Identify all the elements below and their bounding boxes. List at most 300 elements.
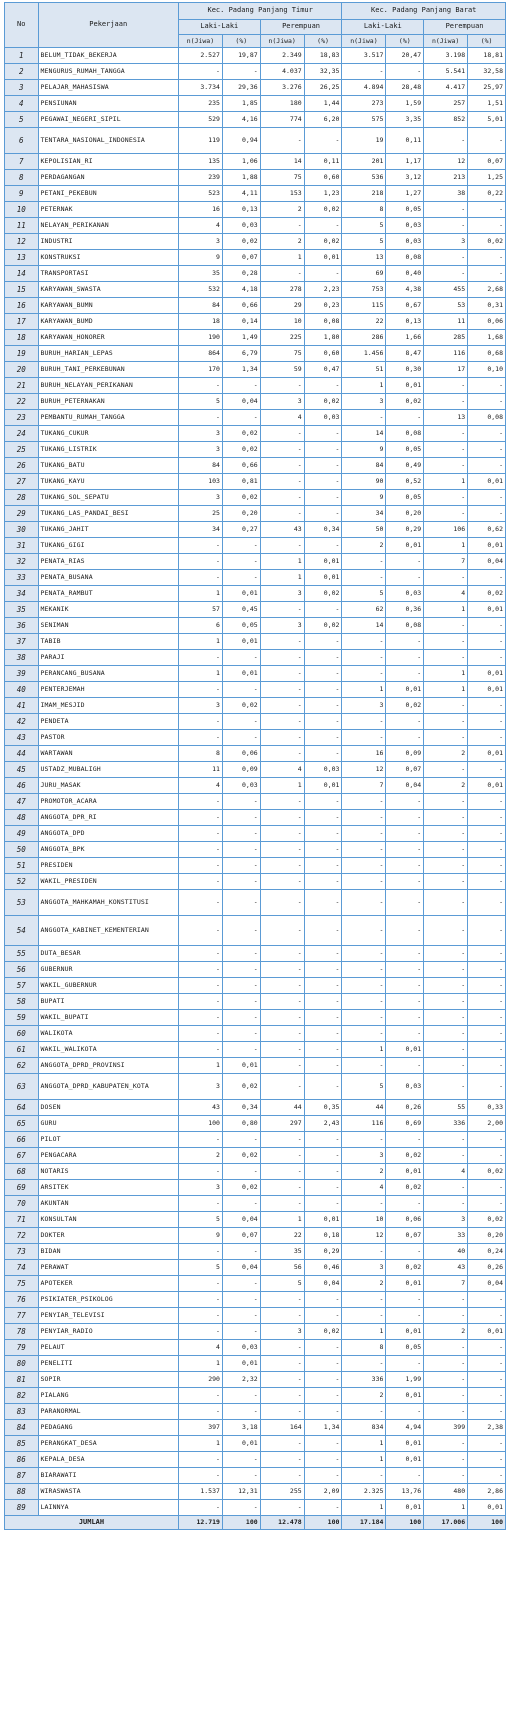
percent-cell: 0,02	[304, 586, 342, 602]
count-cell: 16	[342, 746, 386, 762]
percent-cell: -	[222, 874, 260, 890]
job-name: TUKANG_SOL_SEPATU	[38, 490, 178, 506]
percent-cell: -	[304, 1468, 342, 1484]
percent-cell: -	[468, 1404, 506, 1420]
percent-cell: 2,38	[468, 1420, 506, 1436]
count-cell: 135	[178, 154, 222, 170]
count-cell: -	[178, 64, 222, 80]
table-row	[5, 682, 506, 698]
total-cell: 100	[468, 1516, 506, 1530]
percent-cell: 0,02	[386, 394, 424, 410]
count-cell: -	[260, 1196, 304, 1212]
percent-cell: 0,24	[468, 1244, 506, 1260]
table-header	[5, 3, 506, 48]
percent-cell: 0,02	[304, 394, 342, 410]
count-cell: -	[342, 1308, 386, 1324]
table-row	[5, 80, 506, 96]
count-cell: 62	[342, 602, 386, 618]
percent-cell: 2,00	[468, 1116, 506, 1132]
count-cell: 532	[178, 282, 222, 298]
percent-cell: 0,13	[386, 314, 424, 330]
percent-cell: -	[468, 1372, 506, 1388]
count-cell: -	[260, 946, 304, 962]
count-cell: 43	[424, 1260, 468, 1276]
count-cell: 4	[342, 1180, 386, 1196]
percent-cell: -	[304, 650, 342, 666]
job-name: DOSEN	[38, 1100, 178, 1116]
count-cell: -	[178, 890, 222, 916]
count-cell: 3.517	[342, 48, 386, 64]
count-cell: 190	[178, 330, 222, 346]
count-cell: 399	[424, 1420, 468, 1436]
row-number: 9	[5, 186, 39, 202]
count-cell: -	[178, 1452, 222, 1468]
percent-cell: -	[386, 554, 424, 570]
count-cell: 44	[260, 1100, 304, 1116]
count-cell: 5	[178, 1260, 222, 1276]
job-name: ANGGOTA_MAHKAMAH_KONSTITUSI	[38, 890, 178, 916]
count-cell: -	[260, 634, 304, 650]
table-row	[5, 112, 506, 128]
count-cell: -	[424, 378, 468, 394]
percent-cell: -	[304, 826, 342, 842]
count-cell: 480	[424, 1484, 468, 1500]
percent-cell: 0,01	[222, 1356, 260, 1372]
percent-cell: 2,32	[222, 1372, 260, 1388]
job-name: BURUH_PETERNAKAN	[38, 394, 178, 410]
count-cell: 864	[178, 346, 222, 362]
percent-cell: -	[304, 1132, 342, 1148]
percent-cell: -	[304, 1058, 342, 1074]
count-cell: 57	[178, 602, 222, 618]
job-name: ANGGOTA_DPRD_KABUPATEN_KOTA	[38, 1074, 178, 1100]
count-cell: 10	[342, 1212, 386, 1228]
row-number: 32	[5, 554, 39, 570]
count-cell: 5	[178, 1212, 222, 1228]
count-cell: -	[424, 858, 468, 874]
percent-cell: 0,60	[304, 170, 342, 186]
table-row	[5, 1100, 506, 1116]
job-name: PENATA_RIAS	[38, 554, 178, 570]
percent-cell: -	[386, 730, 424, 746]
count-cell: 2	[424, 1324, 468, 1340]
table-row	[5, 666, 506, 682]
count-cell: -	[424, 794, 468, 810]
count-cell: -	[342, 1026, 386, 1042]
percent-cell: -	[468, 1074, 506, 1100]
count-cell: 1	[342, 1452, 386, 1468]
count-cell: -	[260, 1148, 304, 1164]
percent-cell: -	[304, 1308, 342, 1324]
percent-cell: -	[222, 1468, 260, 1484]
percent-cell: -	[222, 858, 260, 874]
percent-cell: -	[468, 858, 506, 874]
percent-cell: 0,01	[386, 1042, 424, 1058]
count-cell: -	[260, 666, 304, 682]
count-cell: -	[260, 1388, 304, 1404]
count-cell: 40	[424, 1244, 468, 1260]
count-cell: 4	[178, 778, 222, 794]
percent-cell: 1,85	[222, 96, 260, 112]
count-cell: 5	[178, 394, 222, 410]
count-cell: -	[260, 1026, 304, 1042]
percent-cell: -	[222, 1404, 260, 1420]
count-cell: 35	[178, 266, 222, 282]
percent-cell: -	[304, 714, 342, 730]
count-cell: 257	[424, 96, 468, 112]
count-cell: 2	[260, 234, 304, 250]
percent-cell: -	[468, 730, 506, 746]
percent-cell: -	[304, 746, 342, 762]
count-cell: -	[178, 682, 222, 698]
percent-cell: -	[304, 218, 342, 234]
count-cell: -	[178, 874, 222, 890]
percent-cell: -	[222, 1164, 260, 1180]
percent-cell: -	[468, 1058, 506, 1074]
job-name: PARANORMAL	[38, 1404, 178, 1420]
count-cell: 3	[260, 618, 304, 634]
count-cell: 4	[178, 218, 222, 234]
percent-cell: 0,36	[386, 602, 424, 618]
percent-cell: 0,22	[468, 186, 506, 202]
percent-cell: 0,29	[386, 522, 424, 538]
count-cell: 2	[260, 202, 304, 218]
table-row	[5, 634, 506, 650]
percent-cell: 0,08	[304, 314, 342, 330]
count-cell: 3.734	[178, 80, 222, 96]
row-number: 37	[5, 634, 39, 650]
percent-cell: 0,01	[222, 1436, 260, 1452]
percent-cell: 0,04	[222, 1260, 260, 1276]
count-cell: 12	[342, 1228, 386, 1244]
job-name: KONSTRUKSI	[38, 250, 178, 266]
percent-cell: -	[222, 794, 260, 810]
percent-cell: -	[222, 64, 260, 80]
total-label: JUMLAH	[5, 1516, 179, 1530]
job-name: WAKIL_PRESIDEN	[38, 874, 178, 890]
header-job: Pekerjaan	[38, 3, 178, 48]
count-cell: 852	[424, 112, 468, 128]
job-name: TUKANG_CUKUR	[38, 426, 178, 442]
percent-cell: -	[304, 890, 342, 916]
count-cell: -	[178, 1042, 222, 1058]
percent-cell: -	[222, 810, 260, 826]
percent-cell: -	[468, 1042, 506, 1058]
row-number: 31	[5, 538, 39, 554]
job-name: KONSULTAN	[38, 1212, 178, 1228]
percent-cell: 0,81	[222, 474, 260, 490]
percent-cell: -	[222, 978, 260, 994]
header-pct-unit: (%)	[304, 35, 342, 48]
row-number: 57	[5, 978, 39, 994]
job-name: BURUH_NELAYAN_PERIKANAN	[38, 378, 178, 394]
table-row	[5, 698, 506, 714]
job-name: WALIKOTA	[38, 1026, 178, 1042]
count-cell: -	[260, 1436, 304, 1452]
percent-cell: 0,08	[386, 250, 424, 266]
count-cell: 774	[260, 112, 304, 128]
percent-cell: -	[468, 1026, 506, 1042]
table-row	[5, 1196, 506, 1212]
count-cell: 290	[178, 1372, 222, 1388]
percent-cell: -	[468, 618, 506, 634]
percent-cell: 0,49	[386, 458, 424, 474]
count-cell: 2	[424, 746, 468, 762]
percent-cell: 4,11	[222, 186, 260, 202]
count-cell: 1	[424, 474, 468, 490]
row-number: 87	[5, 1468, 39, 1484]
percent-cell: 0,01	[386, 1452, 424, 1468]
count-cell: 5	[342, 586, 386, 602]
percent-cell: -	[222, 1196, 260, 1212]
table-row	[5, 48, 506, 64]
count-cell: 8	[342, 202, 386, 218]
count-cell: 1	[260, 250, 304, 266]
percent-cell: 0,14	[222, 314, 260, 330]
table-row	[5, 1420, 506, 1436]
table-row	[5, 314, 506, 330]
percent-cell: 0,46	[304, 1260, 342, 1276]
percent-cell: -	[468, 762, 506, 778]
percent-cell: -	[222, 916, 260, 946]
row-number: 86	[5, 1452, 39, 1468]
count-cell: 13	[424, 410, 468, 426]
count-cell: 84	[178, 458, 222, 474]
percent-cell: -	[222, 650, 260, 666]
percent-cell: 0,04	[304, 1276, 342, 1292]
percent-cell: 0,02	[386, 1148, 424, 1164]
percent-cell: 0,52	[386, 474, 424, 490]
count-cell: 13	[342, 250, 386, 266]
percent-cell: 0,03	[222, 778, 260, 794]
count-cell: -	[260, 714, 304, 730]
count-cell: 18	[178, 314, 222, 330]
count-cell: -	[260, 650, 304, 666]
job-name: SOPIR	[38, 1372, 178, 1388]
table-row	[5, 1260, 506, 1276]
percent-cell: 0,02	[222, 426, 260, 442]
percent-cell: -	[304, 1026, 342, 1042]
table-row	[5, 1244, 506, 1260]
percent-cell: 0,47	[304, 362, 342, 378]
percent-cell: 0,80	[222, 1116, 260, 1132]
count-cell: -	[178, 410, 222, 426]
table-row	[5, 298, 506, 314]
count-cell: -	[260, 474, 304, 490]
header-count-unit: n(Jiwa)	[178, 35, 222, 48]
count-cell: 12	[342, 762, 386, 778]
count-cell: 3	[178, 1180, 222, 1196]
job-name: TUKANG_LISTRIK	[38, 442, 178, 458]
percent-cell: -	[468, 490, 506, 506]
percent-cell: 0,20	[222, 506, 260, 522]
percent-cell: 0,03	[304, 762, 342, 778]
percent-cell: -	[386, 890, 424, 916]
percent-cell: 0,01	[304, 1212, 342, 1228]
job-name: WAKIL_WALIKOTA	[38, 1042, 178, 1058]
percent-cell: -	[222, 826, 260, 842]
percent-cell: -	[304, 506, 342, 522]
percent-cell: -	[386, 1468, 424, 1484]
count-cell: -	[342, 714, 386, 730]
count-cell: 3	[424, 234, 468, 250]
header-pct-unit: (%)	[468, 35, 506, 48]
percent-cell: 1,27	[386, 186, 424, 202]
percent-cell: -	[468, 810, 506, 826]
percent-cell: 13,76	[386, 1484, 424, 1500]
header-female: Perempuan	[424, 20, 506, 35]
job-name: KARYAWAN_BUMD	[38, 314, 178, 330]
row-number: 24	[5, 426, 39, 442]
percent-cell: -	[304, 946, 342, 962]
percent-cell: 0,45	[222, 602, 260, 618]
percent-cell: 0,03	[304, 410, 342, 426]
percent-cell: 0,01	[468, 1500, 506, 1516]
count-cell: 536	[342, 170, 386, 186]
job-name: PERANGKAT_DESA	[38, 1436, 178, 1452]
percent-cell: -	[222, 1010, 260, 1026]
count-cell: 103	[178, 474, 222, 490]
count-cell: 164	[260, 1420, 304, 1436]
percent-cell: -	[468, 842, 506, 858]
count-cell: -	[260, 266, 304, 282]
percent-cell: 1,99	[386, 1372, 424, 1388]
percent-cell: 18,81	[468, 48, 506, 64]
count-cell: 529	[178, 112, 222, 128]
table-row	[5, 1180, 506, 1196]
total-cell: 100	[386, 1516, 424, 1530]
count-cell: 180	[260, 96, 304, 112]
job-name: TUKANG_LAS_PANDAI_BESI	[38, 506, 178, 522]
percent-cell: 0,34	[222, 1100, 260, 1116]
percent-cell: 0,13	[222, 202, 260, 218]
percent-cell: 0,01	[386, 378, 424, 394]
count-cell: 106	[424, 522, 468, 538]
percent-cell: -	[304, 1180, 342, 1196]
count-cell: 1.456	[342, 346, 386, 362]
job-name: MEKANIK	[38, 602, 178, 618]
total-cell: 12.478	[260, 1516, 304, 1530]
percent-cell: -	[304, 1074, 342, 1100]
row-number: 84	[5, 1420, 39, 1436]
count-cell: -	[260, 874, 304, 890]
percent-cell: -	[468, 1308, 506, 1324]
count-cell: 3	[178, 698, 222, 714]
percent-cell: -	[468, 890, 506, 916]
count-cell: 1	[424, 602, 468, 618]
count-cell: 575	[342, 112, 386, 128]
percent-cell: -	[386, 666, 424, 682]
table-row	[5, 1212, 506, 1228]
count-cell: 336	[424, 1116, 468, 1132]
percent-cell: -	[304, 666, 342, 682]
row-number: 80	[5, 1356, 39, 1372]
count-cell: 84	[178, 298, 222, 314]
table-row	[5, 794, 506, 810]
count-cell: -	[178, 916, 222, 946]
count-cell: -	[178, 1196, 222, 1212]
count-cell: 4	[260, 762, 304, 778]
percent-cell: -	[304, 1452, 342, 1468]
count-cell: -	[424, 250, 468, 266]
count-cell: -	[342, 1010, 386, 1026]
percent-cell: 0,01	[222, 586, 260, 602]
count-cell: -	[342, 890, 386, 916]
header-female: Perempuan	[260, 20, 342, 35]
percent-cell: 0,01	[304, 554, 342, 570]
percent-cell: -	[468, 1010, 506, 1026]
count-cell: -	[424, 826, 468, 842]
percent-cell: 6,20	[304, 112, 342, 128]
percent-cell: -	[468, 426, 506, 442]
count-cell: 12	[424, 154, 468, 170]
table-row	[5, 1010, 506, 1026]
count-cell: -	[260, 994, 304, 1010]
row-number: 79	[5, 1340, 39, 1356]
percent-cell: -	[386, 1196, 424, 1212]
percent-cell: 0,01	[468, 666, 506, 682]
count-cell: 235	[178, 96, 222, 112]
percent-cell: -	[304, 538, 342, 554]
count-cell: -	[178, 1026, 222, 1042]
count-cell: -	[342, 64, 386, 80]
table-row	[5, 1026, 506, 1042]
row-number: 35	[5, 602, 39, 618]
table-row	[5, 1484, 506, 1500]
percent-cell: 0,03	[386, 1074, 424, 1100]
job-name: PIALANG	[38, 1388, 178, 1404]
job-name: PENGACARA	[38, 1148, 178, 1164]
count-cell: -	[260, 1308, 304, 1324]
job-name: PENDETA	[38, 714, 178, 730]
count-cell: 239	[178, 170, 222, 186]
count-cell: 4.894	[342, 80, 386, 96]
percent-cell: 0,01	[468, 778, 506, 794]
percent-cell: -	[468, 266, 506, 282]
count-cell: -	[424, 890, 468, 916]
count-cell: -	[342, 410, 386, 426]
percent-cell: 8,47	[386, 346, 424, 362]
percent-cell: -	[468, 874, 506, 890]
percent-cell: 0,02	[468, 234, 506, 250]
percent-cell: 0,01	[468, 538, 506, 554]
job-name: PENYIAR_RADIO	[38, 1324, 178, 1340]
percent-cell: 3,12	[386, 170, 424, 186]
row-number: 78	[5, 1324, 39, 1340]
count-cell: 3	[260, 586, 304, 602]
percent-cell: 0,05	[386, 490, 424, 506]
job-name: PENTERJEMAH	[38, 682, 178, 698]
row-number: 23	[5, 410, 39, 426]
count-cell: -	[424, 962, 468, 978]
percent-cell: -	[386, 714, 424, 730]
percent-cell: -	[386, 1404, 424, 1420]
percent-cell: 0,02	[304, 618, 342, 634]
job-name: ARSITEK	[38, 1180, 178, 1196]
percent-cell: 0,66	[222, 458, 260, 474]
count-cell: -	[260, 962, 304, 978]
percent-cell: -	[468, 218, 506, 234]
percent-cell: 0,03	[222, 218, 260, 234]
count-cell: -	[178, 650, 222, 666]
table-row	[5, 810, 506, 826]
header-no: No	[5, 3, 39, 48]
count-cell: -	[424, 1010, 468, 1026]
header-district-barat: Kec. Padang Panjang Barat	[342, 3, 506, 20]
count-cell: 3	[178, 234, 222, 250]
count-cell: -	[424, 634, 468, 650]
percent-cell: 1,25	[468, 170, 506, 186]
